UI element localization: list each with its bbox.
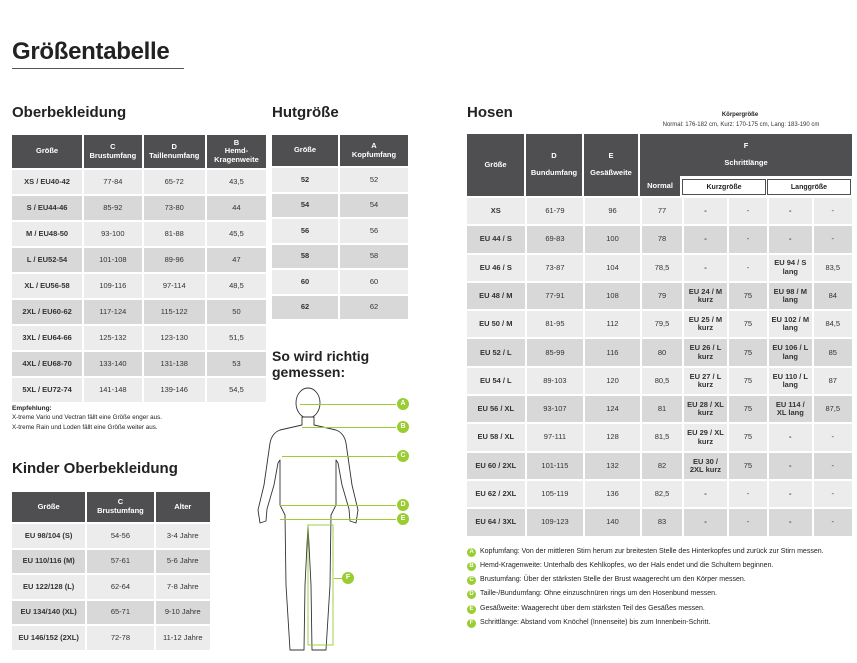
- header-normal: Normal: [640, 176, 680, 196]
- size-cell: 56: [272, 219, 338, 243]
- kragenweite-cell: 48,5: [207, 274, 266, 298]
- header-taillenumfang: D Taillenumfang: [144, 135, 205, 168]
- normal-cell: 82: [642, 453, 682, 479]
- table-row: [12, 601, 210, 625]
- size-cell: L / EU52-54: [12, 248, 82, 272]
- normal-cell: 78: [642, 226, 682, 252]
- brustumfang-cell: 85-92: [84, 196, 141, 220]
- normal-cell: 79: [642, 283, 682, 309]
- page-title: Größentabelle: [12, 38, 170, 65]
- kurz-value-cell: -: [729, 255, 767, 281]
- header-kragenweite: B Hemd-Kragenweite: [207, 135, 266, 168]
- age-cell: 5-6 Jahre: [156, 550, 210, 574]
- lang-size-cell: EU 106 / L lang: [769, 339, 811, 365]
- gesaessweite-cell: 104: [585, 255, 640, 281]
- legend-marker: D: [467, 590, 476, 599]
- taillenumfang-cell: 81-88: [144, 222, 205, 246]
- marker-f: F: [342, 572, 354, 584]
- title-underline: [12, 68, 184, 69]
- size-cell: XL / EU56-58: [12, 274, 82, 298]
- size-cell: 58: [272, 245, 338, 269]
- table-row: [272, 270, 408, 294]
- header-gesaessweite: E Gesäßweite: [584, 134, 638, 196]
- legend-text: Brustumfang: Über der stärksten Stelle der Brust waagerecht um den Körper messen.: [480, 576, 746, 584]
- table-row: [12, 196, 266, 220]
- recommendation-note: Empfehlung: X-treme Vario und Vectran fällt eine Größe enger aus. X-treme Rain und Loden fällt eine Größe weiter aus.: [12, 405, 163, 431]
- age-cell: 3-4 Jahre: [156, 524, 210, 548]
- legend-text: Gesäßweite: Waagerecht über dem stärksten Teil des Gesäßes messen.: [480, 604, 705, 612]
- header-schrittlaenge: F Schrittlänge: [640, 134, 852, 176]
- table-row: [12, 222, 266, 246]
- kurz-value-cell: 75: [729, 311, 767, 337]
- kragenweite-cell: 44: [207, 196, 266, 220]
- kurz-value-cell: -: [729, 509, 767, 535]
- bundumfang-cell: 89-103: [527, 368, 584, 394]
- kurz-value-cell: 75: [729, 339, 767, 365]
- lang-size-cell: -: [769, 226, 811, 252]
- lang-value-cell: -: [814, 509, 852, 535]
- header-brustumfang: C Brustumfang: [87, 492, 153, 522]
- table-row: [12, 170, 266, 194]
- brustumfang-cell: 109-116: [84, 274, 141, 298]
- measure-line-c: [282, 456, 396, 457]
- kurz-size-cell: EU 29 / XL kurz: [684, 424, 726, 450]
- legend-text: Hemd-Kragenweite: Unterhalb des Kehlkopfes, wo der Hals endet und die Schultern beginnen.: [480, 562, 774, 570]
- table-row: [12, 274, 266, 298]
- koerpergroesse-title: Körpergröße: [721, 112, 759, 118]
- table-row: [272, 168, 408, 192]
- bundumfang-cell: 73-87: [527, 255, 584, 281]
- size-cell: EU 58 / XL: [467, 424, 525, 450]
- table-row: [467, 311, 852, 337]
- koerpergroesse-subtitle: Normal: 176-182 cm, Kurz: 170-175 cm, Lang: 183-190 cm: [662, 122, 820, 128]
- gesaessweite-cell: 120: [585, 368, 640, 394]
- measure-line-e: [280, 519, 396, 520]
- lang-value-cell: -: [814, 198, 852, 224]
- kragenweite-cell: 43,5: [207, 170, 266, 194]
- lang-size-cell: -: [769, 453, 811, 479]
- size-cell: EU 60 / 2XL: [467, 453, 525, 479]
- brustumfang-cell: 72-78: [87, 626, 153, 650]
- table-row: [12, 352, 266, 376]
- size-cell: EU 44 / S: [467, 226, 525, 252]
- legend-marker: A: [467, 548, 476, 557]
- measure-line-b: [302, 427, 396, 428]
- measurement-legend: [467, 547, 852, 632]
- legend-text: Schrittlänge: Abstand vom Knöchel (Innenseite) bis zum Innenbein-Schritt.: [480, 618, 711, 626]
- size-cell: 52: [272, 168, 338, 192]
- kopfumfang-cell: 52: [340, 168, 408, 192]
- bundumfang-cell: 85-99: [527, 339, 584, 365]
- legend-item: [467, 589, 852, 599]
- size-cell: EU 122/128 (L): [12, 575, 85, 599]
- section-heading-kinder: Kinder Oberbekleidung: [12, 460, 178, 477]
- gesaessweite-cell: 124: [585, 396, 640, 422]
- header-groesse: Größe: [12, 135, 82, 168]
- kopfumfang-cell: 58: [340, 245, 408, 269]
- taillenumfang-cell: 139-146: [144, 378, 205, 402]
- lang-value-cell: 83,5: [814, 255, 852, 281]
- oberbekleidung-table: [10, 133, 268, 404]
- size-cell: EU 146/152 (2XL): [12, 626, 85, 650]
- kurz-size-cell: EU 30 / 2XL kurz: [684, 453, 726, 479]
- table-row: [467, 424, 852, 450]
- legend-item: [467, 604, 852, 614]
- table-row: [12, 524, 210, 548]
- legend-marker: E: [467, 605, 476, 614]
- brustumfang-cell: 125-132: [84, 326, 141, 350]
- lang-size-cell: EU 102 / M lang: [769, 311, 811, 337]
- kurz-size-cell: -: [684, 509, 726, 535]
- gesaessweite-cell: 108: [585, 283, 640, 309]
- kurz-size-cell: EU 24 / M kurz: [684, 283, 726, 309]
- legend-text: Kopfumfang: Von der mittleren Stirn herum zur breitesten Stelle des Hinterkopfes und zurück zur Stirn messen.: [480, 548, 824, 555]
- table-row: [467, 283, 852, 309]
- kurz-size-cell: EU 25 / M kurz: [684, 311, 726, 337]
- taillenumfang-cell: 89-96: [144, 248, 205, 272]
- kurz-size-cell: -: [684, 226, 726, 252]
- kinder-table: [10, 490, 212, 652]
- normal-cell: 80,5: [642, 368, 682, 394]
- table-row: [272, 245, 408, 269]
- kragenweite-cell: 47: [207, 248, 266, 272]
- gesaessweite-cell: 100: [585, 226, 640, 252]
- table-row: [467, 255, 852, 281]
- size-cell: EU 134/140 (XL): [12, 601, 85, 625]
- hosen-table: [465, 196, 854, 538]
- lang-value-cell: 85: [814, 339, 852, 365]
- size-cell: EU 98/104 (S): [12, 524, 85, 548]
- size-cell: XS / EU40-42: [12, 170, 82, 194]
- taillenumfang-cell: 123-130: [144, 326, 205, 350]
- size-cell: 2XL / EU60-62: [12, 300, 82, 324]
- marker-a: A: [397, 398, 409, 410]
- kurz-value-cell: -: [729, 198, 767, 224]
- brustumfang-cell: 141-148: [84, 378, 141, 402]
- table-row: [12, 378, 266, 402]
- marker-c: C: [397, 450, 409, 462]
- size-cell: EU 50 / M: [467, 311, 525, 337]
- lang-size-cell: -: [769, 198, 811, 224]
- taillenumfang-cell: 73-80: [144, 196, 205, 220]
- table-row: [12, 550, 210, 574]
- bundumfang-cell: 109-123: [527, 509, 584, 535]
- lang-size-cell: EU 110 / L lang: [769, 368, 811, 394]
- normal-cell: 78,5: [642, 255, 682, 281]
- brustumfang-cell: 133-140: [84, 352, 141, 376]
- lang-value-cell: 84,5: [814, 311, 852, 337]
- marker-e: E: [397, 513, 409, 525]
- bundumfang-cell: 69-83: [527, 226, 584, 252]
- size-cell: 54: [272, 194, 338, 218]
- size-cell: 5XL / EU72-74: [12, 378, 82, 402]
- table-row: [272, 194, 408, 218]
- size-cell: 4XL / EU68-70: [12, 352, 82, 376]
- brustumfang-cell: 101-108: [84, 248, 141, 272]
- bundumfang-cell: 81-95: [527, 311, 584, 337]
- section-heading-hosen: Hosen: [467, 104, 513, 121]
- size-cell: S / EU44-46: [12, 196, 82, 220]
- kurz-value-cell: 75: [729, 453, 767, 479]
- table-row: [12, 248, 266, 272]
- lang-value-cell: -: [814, 424, 852, 450]
- table-row: [467, 481, 852, 507]
- header-groesse: Größe: [467, 134, 524, 196]
- normal-cell: 79,5: [642, 311, 682, 337]
- section-heading-hutgroesse: Hutgröße: [272, 104, 339, 121]
- legend-marker: B: [467, 562, 476, 571]
- kopfumfang-cell: 62: [340, 296, 408, 320]
- brustumfang-cell: 93-100: [84, 222, 141, 246]
- bundumfang-cell: 77-91: [527, 283, 584, 309]
- lang-value-cell: 84: [814, 283, 852, 309]
- header-alter: Alter: [156, 492, 210, 522]
- size-cell: EU 54 / L: [467, 368, 525, 394]
- normal-cell: 82,5: [642, 481, 682, 507]
- size-cell: EU 46 / S: [467, 255, 525, 281]
- table-row: [467, 509, 852, 535]
- gesaessweite-cell: 132: [585, 453, 640, 479]
- header-groesse: Größe: [12, 492, 85, 522]
- gesaessweite-cell: 128: [585, 424, 640, 450]
- brustumfang-cell: 54-56: [87, 524, 153, 548]
- lang-size-cell: EU 114 / XL lang: [769, 396, 811, 422]
- size-cell: EU 110/116 (M): [12, 550, 85, 574]
- kurz-size-cell: -: [684, 255, 726, 281]
- size-cell: M / EU48-50: [12, 222, 82, 246]
- bundumfang-cell: 101-115: [527, 453, 584, 479]
- taillenumfang-cell: 115-122: [144, 300, 205, 324]
- gesaessweite-cell: 116: [585, 339, 640, 365]
- table-row: [272, 219, 408, 243]
- normal-cell: 80: [642, 339, 682, 365]
- kurz-size-cell: -: [684, 481, 726, 507]
- legend-item: [467, 547, 852, 557]
- header-kurzgroesse: Kurzgröße: [682, 179, 766, 195]
- lang-value-cell: -: [814, 481, 852, 507]
- kurz-value-cell: -: [729, 481, 767, 507]
- size-cell: EU 48 / M: [467, 283, 525, 309]
- size-cell: EU 52 / L: [467, 339, 525, 365]
- taillenumfang-cell: 131-138: [144, 352, 205, 376]
- legend-text: Taille-/Bundumfang: Ohne einzuschnüren rings um den Hosenbund messen.: [480, 590, 717, 598]
- kurz-value-cell: -: [729, 226, 767, 252]
- kragenweite-cell: 51,5: [207, 326, 266, 350]
- measure-line-d: [280, 505, 396, 506]
- brustumfang-cell: 65-71: [87, 601, 153, 625]
- size-cell: EU 56 / XL: [467, 396, 525, 422]
- brustumfang-cell: 117-124: [84, 300, 141, 324]
- table-row: [467, 396, 852, 422]
- kurz-value-cell: 75: [729, 368, 767, 394]
- table-row: [467, 453, 852, 479]
- age-cell: 9-10 Jahre: [156, 601, 210, 625]
- lang-size-cell: -: [769, 509, 811, 535]
- lang-size-cell: EU 94 / S lang: [769, 255, 811, 281]
- table-row: [467, 368, 852, 394]
- kurz-size-cell: EU 26 / L kurz: [684, 339, 726, 365]
- legend-item: [467, 618, 852, 628]
- size-cell: 60: [272, 270, 338, 294]
- legend-item: [467, 561, 852, 571]
- header-brustumfang: C Brustumfang: [84, 135, 141, 168]
- kopfumfang-cell: 56: [340, 219, 408, 243]
- table-row: [12, 326, 266, 350]
- header-bundumfang: D Bundumfang: [526, 134, 582, 196]
- marker-b: B: [397, 421, 409, 433]
- kurz-value-cell: 75: [729, 424, 767, 450]
- normal-cell: 83: [642, 509, 682, 535]
- header-kopfumfang: A Kopfumfang: [340, 135, 408, 166]
- size-cell: XS: [467, 198, 525, 224]
- gesaessweite-cell: 96: [585, 198, 640, 224]
- kurz-size-cell: EU 27 / L kurz: [684, 368, 726, 394]
- gesaessweite-cell: 136: [585, 481, 640, 507]
- gesaessweite-cell: 112: [585, 311, 640, 337]
- bundumfang-cell: 105-119: [527, 481, 584, 507]
- lang-size-cell: EU 98 / M lang: [769, 283, 811, 309]
- lang-value-cell: 87,5: [814, 396, 852, 422]
- lang-value-cell: -: [814, 453, 852, 479]
- kragenweite-cell: 50: [207, 300, 266, 324]
- taillenumfang-cell: 65-72: [144, 170, 205, 194]
- lang-value-cell: 87: [814, 368, 852, 394]
- brustumfang-cell: 57-61: [87, 550, 153, 574]
- gesaessweite-cell: 140: [585, 509, 640, 535]
- brustumfang-cell: 77-84: [84, 170, 141, 194]
- normal-cell: 81,5: [642, 424, 682, 450]
- section-heading-messen: So wird richtig gemessen:: [272, 348, 370, 381]
- hut-table: [270, 133, 410, 321]
- bundumfang-cell: 97-111: [527, 424, 584, 450]
- normal-cell: 81: [642, 396, 682, 422]
- lang-size-cell: -: [769, 424, 811, 450]
- kurz-size-cell: EU 28 / XL kurz: [684, 396, 726, 422]
- table-row: [272, 296, 408, 320]
- kopfumfang-cell: 54: [340, 194, 408, 218]
- kragenweite-cell: 54,5: [207, 378, 266, 402]
- kurz-value-cell: 75: [729, 283, 767, 309]
- section-heading-oberbekleidung: Oberbekleidung: [12, 104, 127, 121]
- kurz-size-cell: -: [684, 198, 726, 224]
- measure-line-a: [300, 404, 396, 405]
- taillenumfang-cell: 97-114: [144, 274, 205, 298]
- lang-value-cell: -: [814, 226, 852, 252]
- legend-marker: F: [467, 619, 476, 628]
- header-langgroesse: Langgröße: [767, 179, 851, 195]
- table-row: [467, 339, 852, 365]
- table-row: [467, 226, 852, 252]
- marker-d: D: [397, 499, 409, 511]
- kopfumfang-cell: 60: [340, 270, 408, 294]
- table-row: [12, 626, 210, 650]
- age-cell: 7-8 Jahre: [156, 575, 210, 599]
- table-row: [467, 198, 852, 224]
- kragenweite-cell: 45,5: [207, 222, 266, 246]
- table-row: [12, 575, 210, 599]
- bundumfang-cell: 93-107: [527, 396, 584, 422]
- measure-line-f: [334, 578, 342, 579]
- legend-item: [467, 575, 852, 585]
- size-cell: EU 64 / 3XL: [467, 509, 525, 535]
- size-cell: EU 62 / 2XL: [467, 481, 525, 507]
- kurz-value-cell: 75: [729, 396, 767, 422]
- table-row: [12, 300, 266, 324]
- kragenweite-cell: 53: [207, 352, 266, 376]
- lang-size-cell: -: [769, 481, 811, 507]
- brustumfang-cell: 62-64: [87, 575, 153, 599]
- legend-marker: C: [467, 576, 476, 585]
- header-groesse: Größe: [272, 135, 338, 166]
- age-cell: 11-12 Jahre: [156, 626, 210, 650]
- size-cell: 62: [272, 296, 338, 320]
- bundumfang-cell: 61-79: [527, 198, 584, 224]
- size-cell: 3XL / EU64-66: [12, 326, 82, 350]
- normal-cell: 77: [642, 198, 682, 224]
